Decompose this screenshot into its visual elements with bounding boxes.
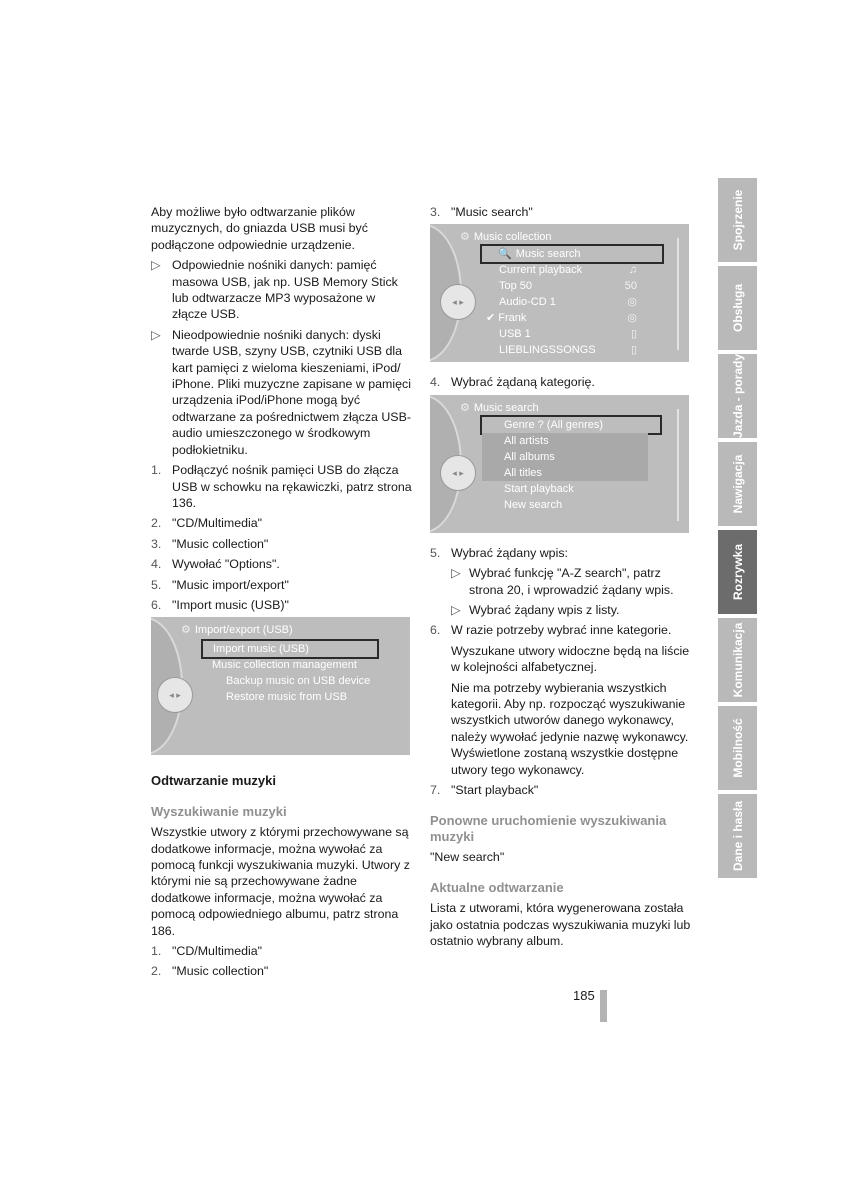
screenshot-music-collection [430, 224, 689, 362]
menu-row[interactable]: All albums [482, 449, 648, 465]
step-item [430, 374, 692, 390]
menu-row-selected[interactable]: Genre ? (All genres) [480, 415, 662, 435]
step-item [151, 577, 413, 593]
heading-playback: Odtwarzanie muzyki [151, 773, 276, 789]
step-number: 5. [430, 545, 441, 560]
page-marker-bar [600, 990, 607, 1022]
step-note: Wyszukane utwory widoczne będą na liście w kolejności alfabetycznej. [451, 643, 690, 675]
tab-spojrzenie[interactable]: Spojrzenie [718, 178, 757, 262]
gear-icon: ⚙ [181, 624, 191, 637]
step-note: Nie ma potrzeby wybierania wszystkich kategorii. Aby np. rozpocząć wyszukiwanie wszystkich utworów danego wykonawcy, należy wywołać jedynie nazwę wykonawcy. Wyświetlone zostaną wszystkie dostępne utwory tego wykonawcy. [451, 680, 689, 777]
step-number: 6. [430, 623, 441, 638]
step-number: 4. [151, 557, 162, 572]
step-text: Wybrać żądaną kategorię. [451, 375, 595, 390]
step-text: "Start playback" [451, 783, 539, 798]
step-item [151, 963, 413, 979]
tab-mobilnosc[interactable]: Mobilność [718, 706, 757, 790]
search-paragraph: Wszystkie utwory z którymi przechowywane są dodatkowe informacje, można wywołać za pomocą funkcji wyszukiwania muzyki. Utwory z którymi nie są przechowywane żadne dodatkowe informacje, można wywołać za pomocą odpowiedniego albumu, patrz strona 186. [151, 825, 410, 938]
controller-knob-icon: ◂ ▸ [157, 677, 193, 713]
gear-icon: ⚙ [460, 401, 470, 414]
screen-title: ⚙ Music collection [460, 231, 552, 244]
screenshot-import-export [151, 617, 410, 755]
step-number: 1. [151, 944, 162, 958]
bullet-text: Wybrać żądany wpis z listy. [469, 603, 620, 618]
step-number: 4. [430, 375, 441, 390]
heading-restart: Ponowne uruchomienie wyszukiwania muzyki [430, 812, 667, 844]
gear-icon: ⚙ [460, 231, 470, 244]
step-number: 3. [430, 205, 441, 219]
tab-komunikacja[interactable]: Komunikacja [718, 618, 757, 702]
scrollbar[interactable] [677, 409, 679, 521]
screenshot-music-search [430, 395, 689, 533]
menu-row[interactable]: Current playback ♫ [499, 264, 637, 277]
step-text: "CD/Multimedia" [172, 516, 263, 531]
step-text: "Music collection" [172, 536, 269, 551]
step-item [430, 622, 692, 638]
menu-row[interactable]: Backup music on USB device [226, 675, 371, 688]
menu-row[interactable]: Audio-CD 1 ◎ [499, 296, 637, 309]
cd-icon: ◎ [627, 296, 637, 309]
check-icon: ✔ [486, 312, 496, 325]
menu-row-selected[interactable]: Import music (USB) [201, 639, 379, 659]
menu-row[interactable]: LIEBLINGSSONGS ▯ [499, 344, 637, 357]
usb-device-icon: ▯ [630, 328, 637, 341]
sub-bullet-item [451, 565, 692, 598]
playlist-icon: ▯ [630, 344, 637, 357]
step-number: 7. [430, 783, 441, 798]
tab-dane-i-hasla[interactable]: Dane i hasła [718, 794, 757, 878]
menu-row[interactable]: Start playback [504, 482, 574, 495]
step-item [151, 515, 413, 531]
tab-nawigacja[interactable]: Nawigacja [718, 442, 757, 526]
step-number: 2. [151, 964, 162, 979]
controller-knob-icon: ◂ ▸ [440, 455, 476, 491]
bullet-text: Wybrać funkcję "A-Z search", patrz strona 20, i wprowadzić żądany wpis. [469, 566, 674, 597]
page-number: 185 [573, 988, 595, 1003]
step-item [430, 782, 692, 798]
step-text: "Music import/export" [172, 577, 289, 592]
step-text: Wybrać żądany wpis: [451, 545, 568, 560]
bullet-text: Nieodpowiednie nośniki danych: dyski twarde USB, szyny USB, czytniki USB dla kart pamięci z wieloma kieszeniami, iPod/ iPhone. Pliki muzyczne zapisane w pamięci urządzenia iPod/iPhone mogą być odtwarzane za pośrednictwem złącza USB-audio umieszczonego w środkowym podłokietniku. [172, 327, 411, 457]
intro-paragraph: Aby możliwe było odtwarzanie plików muzycznych, do gniazda USB musi być podłączone odpowiednie urządzenie. [151, 205, 368, 252]
bullet-marker: ▷ [451, 603, 461, 618]
row-count: 50 [624, 280, 637, 293]
playback-icon: ♫ [628, 264, 637, 277]
step-text: "Music search" [451, 205, 533, 219]
bullet-marker: ▷ [451, 566, 461, 581]
menu-row[interactable]: Restore music from USB [226, 691, 348, 704]
step-text: "CD/Multimedia" [172, 944, 263, 958]
menu-row[interactable]: All artists [482, 433, 648, 449]
right-column [430, 204, 692, 953]
menu-row[interactable]: Top 50 50 [499, 280, 637, 293]
step-item [151, 536, 413, 552]
step-item [151, 556, 413, 572]
bullet-marker: ▷ [151, 258, 161, 273]
step-item [151, 943, 413, 959]
restart-text: "New search" [430, 850, 505, 865]
chapter-tabs [718, 178, 757, 882]
step-item [430, 545, 692, 561]
heading-current-playback: Aktualne odtwarzanie [430, 879, 564, 895]
step-number: 3. [151, 536, 162, 551]
search-icon: 🔍 [498, 248, 512, 261]
menu-row[interactable]: USB 1 ▯ [499, 328, 637, 341]
cd-icon: ◎ [627, 312, 637, 325]
bullet-item [151, 257, 413, 323]
menu-row-selected[interactable]: 🔍 Music search [480, 244, 664, 264]
controller-knob-icon: ◂ ▸ [440, 284, 476, 320]
sub-bullet-item [451, 602, 692, 618]
step-text: W razie potrzeby wybrać inne kategorie. [451, 623, 672, 638]
menu-row[interactable]: New search [504, 498, 563, 511]
step-number: 6. [151, 597, 162, 612]
step-item [151, 462, 413, 511]
screen-title: ⚙ Import/export (USB) [181, 624, 293, 637]
step-number: 2. [151, 516, 162, 531]
scrollbar[interactable] [677, 238, 679, 350]
step-text: "Music collection" [172, 964, 269, 979]
step-text: Podłączyć nośnik pamięci USB do złącza USB w schowku na rękawiczki, patrz strona 136. [172, 463, 412, 510]
screen-title: ⚙ Music search [460, 401, 539, 414]
step-number: 1. [151, 463, 162, 478]
bullet-item [151, 327, 413, 458]
step-text: Wywołać "Options". [172, 557, 280, 572]
step-item [430, 204, 692, 220]
left-column [151, 204, 413, 984]
step-item [151, 597, 413, 613]
menu-row[interactable]: Music collection management [212, 659, 357, 672]
tab-obsluga[interactable]: Obsługa [718, 266, 757, 350]
current-playback-text: Lista z utworami, która wygenerowana została jako ostatnia podczas wyszukiwania muzyki lub ostatnio wybrany album. [430, 901, 691, 948]
tab-jazda-porady[interactable]: Jazda - porady [718, 354, 757, 438]
menu-row[interactable]: All titles [482, 465, 648, 481]
step-number: 5. [151, 577, 162, 592]
menu-row[interactable]: ✔ Frank ◎ [486, 312, 637, 325]
step-text: "Import music (USB)" [172, 597, 289, 612]
bullet-marker: ▷ [151, 327, 161, 342]
tab-rozrywka[interactable]: Rozrywka [718, 530, 757, 614]
heading-search: Wyszukiwanie muzyki [151, 803, 287, 819]
bullet-text: Odpowiednie nośniki danych: pamięć masowa USB, jak np. USB Memory Stick lub odtwarzacze MP3 wyposażone w złącze USB. [172, 258, 398, 322]
